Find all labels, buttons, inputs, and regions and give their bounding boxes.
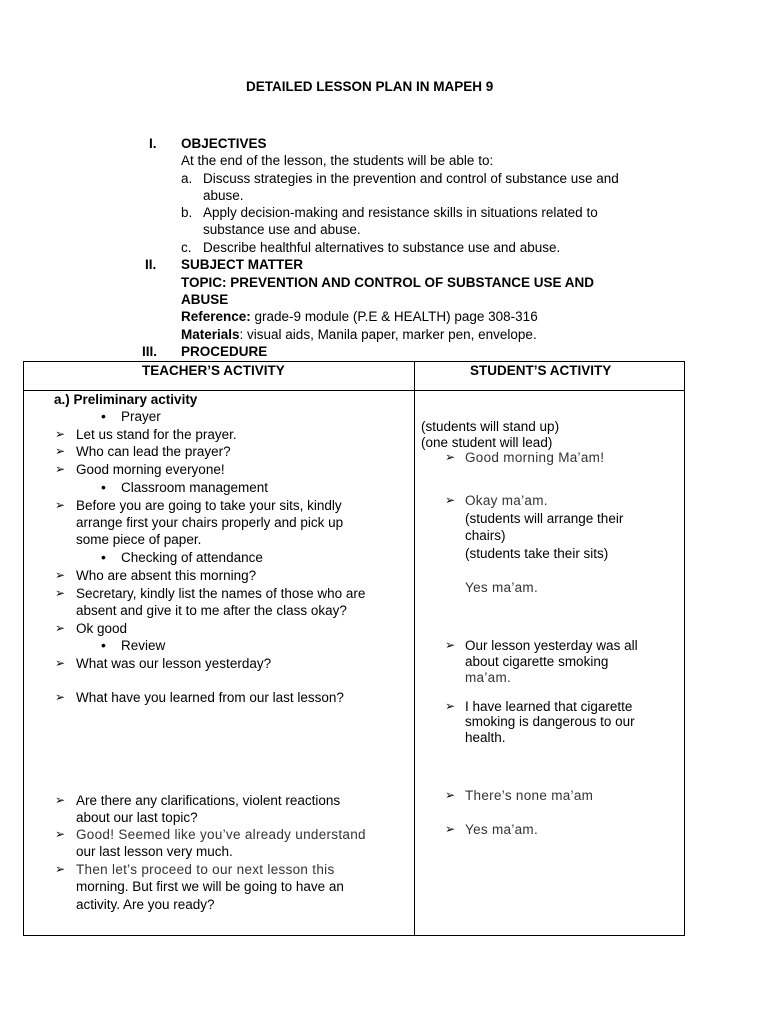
arrow-bullet-icon: ➢ — [445, 788, 456, 802]
materials-value: : visual aids, Manila paper, marker pen, envelope. — [239, 327, 537, 342]
subject-matter-numeral: II. — [145, 257, 157, 272]
procedure-numeral: III. — [142, 344, 158, 359]
arrow-bullet-icon: ➢ — [55, 621, 66, 635]
arrow-bullet-icon: ➢ — [55, 568, 66, 582]
teacher-line: Are there any clarifications, violent reactions — [76, 793, 341, 808]
arrow-bullet-icon: ➢ — [55, 427, 66, 441]
objectives-heading: OBJECTIVES — [181, 136, 267, 151]
teacher-line: What have you learned from our last lesson? — [76, 690, 344, 705]
teacher-line: Who are absent this morning? — [76, 568, 257, 583]
arrow-bullet-icon: ➢ — [55, 827, 66, 841]
teacher-line: Let us stand for the prayer. — [76, 427, 237, 442]
teacher-line-cont: morning. But first we will be going to have an — [76, 879, 344, 894]
student-line: Good morning Ma’am! — [465, 450, 605, 465]
teacher-line: Good! Seemed like you’ve already understand — [76, 827, 366, 842]
teacher-line-cont: arrange first your chairs properly and pick up — [76, 515, 344, 530]
objective-a-text-cont: abuse. — [203, 188, 244, 203]
document-title: DETAILED LESSON PLAN IN MAPEH 9 — [246, 79, 494, 94]
teacher-line-cont: our last lesson very much. — [76, 844, 233, 859]
objectives-numeral: I. — [149, 136, 157, 151]
objective-b-text-cont: substance use and abuse. — [203, 222, 361, 237]
table-column-divider — [414, 362, 415, 935]
arrow-bullet-icon: ➢ — [55, 586, 66, 600]
student-line: (students will stand up) — [421, 419, 560, 434]
teacher-line: Ok good — [76, 621, 128, 636]
materials-line — [181, 326, 537, 343]
arrow-bullet-icon: ➢ — [445, 638, 456, 652]
arrow-bullet-icon: ➢ — [55, 656, 66, 670]
student-line: I have learned that cigarette — [465, 699, 633, 714]
student-line: (students take their sits) — [465, 546, 609, 561]
objective-b-letter: b. — [181, 205, 193, 220]
bullet-icon: • — [101, 637, 106, 653]
arrow-bullet-icon: ➢ — [445, 699, 456, 713]
student-line: (one student will lead) — [421, 435, 553, 450]
arrow-bullet-icon: ➢ — [55, 862, 66, 876]
arrow-bullet-icon: ➢ — [445, 450, 456, 464]
objective-c-text: Describe healthful alternatives to substance use and abuse. — [203, 240, 561, 255]
topic-line: TOPIC: PREVENTION AND CONTROL OF SUBSTANCE USE AND — [181, 275, 595, 290]
reference-value: grade-9 module (P.E & HEALTH) page 308-316 — [250, 309, 538, 324]
objective-a-text: Discuss strategies in the prevention and control of substance use and — [203, 171, 619, 186]
teacher-line-cont: activity. Are you ready? — [76, 897, 215, 912]
student-line: There’s none ma’am — [465, 788, 594, 803]
bullet-icon: • — [101, 408, 106, 424]
arrow-bullet-icon: ➢ — [445, 493, 456, 507]
student-line: Yes ma’am. — [465, 580, 539, 595]
arrow-bullet-icon: ➢ — [55, 498, 66, 512]
bullet-icon: • — [101, 549, 106, 565]
teacher-line: Before you are going to take your sits, kindly — [76, 498, 342, 513]
bullet-prayer: Prayer — [121, 409, 161, 424]
student-line-cont: about cigarette smoking — [465, 654, 609, 669]
arrow-bullet-icon: ➢ — [55, 462, 66, 476]
subject-matter-heading: SUBJECT MATTER — [181, 257, 304, 272]
teacher-line-cont: some piece of paper. — [76, 532, 202, 547]
teacher-line-cont: about our last topic? — [76, 810, 198, 825]
preliminary-activity-heading: a.) Preliminary activity — [54, 392, 198, 407]
procedure-heading: PROCEDURE — [181, 344, 268, 359]
reference-line — [181, 308, 538, 325]
objective-a-letter: a. — [181, 171, 193, 186]
bullet-checking-attendance: Checking of attendance — [121, 550, 263, 565]
student-activity-header: STUDENT’S ACTIVITY — [470, 363, 612, 378]
reference-label: Reference: — [181, 309, 251, 324]
teacher-line: What was our lesson yesterday? — [76, 656, 272, 671]
bullet-icon: • — [101, 479, 106, 495]
objectives-intro: At the end of the lesson, the students will be able to: — [181, 153, 494, 168]
student-line: Yes ma’am. — [465, 822, 539, 837]
arrow-bullet-icon: ➢ — [55, 444, 66, 458]
arrow-bullet-icon: ➢ — [55, 690, 66, 704]
teacher-line: Good morning everyone! — [76, 462, 225, 477]
student-line-cont: health. — [465, 730, 506, 745]
bullet-review: Review — [121, 638, 166, 653]
teacher-line-cont: absent and give it to me after the class okay? — [76, 603, 347, 618]
arrow-bullet-icon: ➢ — [55, 793, 66, 807]
objective-b-text: Apply decision-making and resistance skills in situations related to — [203, 205, 598, 220]
bullet-classroom-management: Classroom management — [121, 480, 269, 495]
materials-label: Materials — [181, 327, 240, 342]
topic-line-cont: ABUSE — [181, 292, 229, 307]
arrow-bullet-icon: ➢ — [445, 822, 456, 836]
student-line: Our lesson yesterday was all — [465, 638, 638, 653]
student-line-cont: smoking is dangerous to our — [465, 714, 635, 729]
teacher-line: Who can lead the prayer? — [76, 444, 231, 459]
student-line-cont: chairs) — [465, 528, 506, 543]
teacher-line: Then let’s proceed to our next lesson this — [76, 862, 335, 877]
teacher-line: Secretary, kindly list the names of those who are — [76, 586, 366, 601]
student-line: Okay ma’am. — [465, 493, 548, 508]
student-line-cont: ma’am. — [465, 670, 512, 685]
student-line: (students will arrange their — [465, 511, 624, 526]
objective-c-letter: c. — [181, 240, 192, 255]
teacher-activity-header: TEACHER’S ACTIVITY — [142, 363, 285, 378]
